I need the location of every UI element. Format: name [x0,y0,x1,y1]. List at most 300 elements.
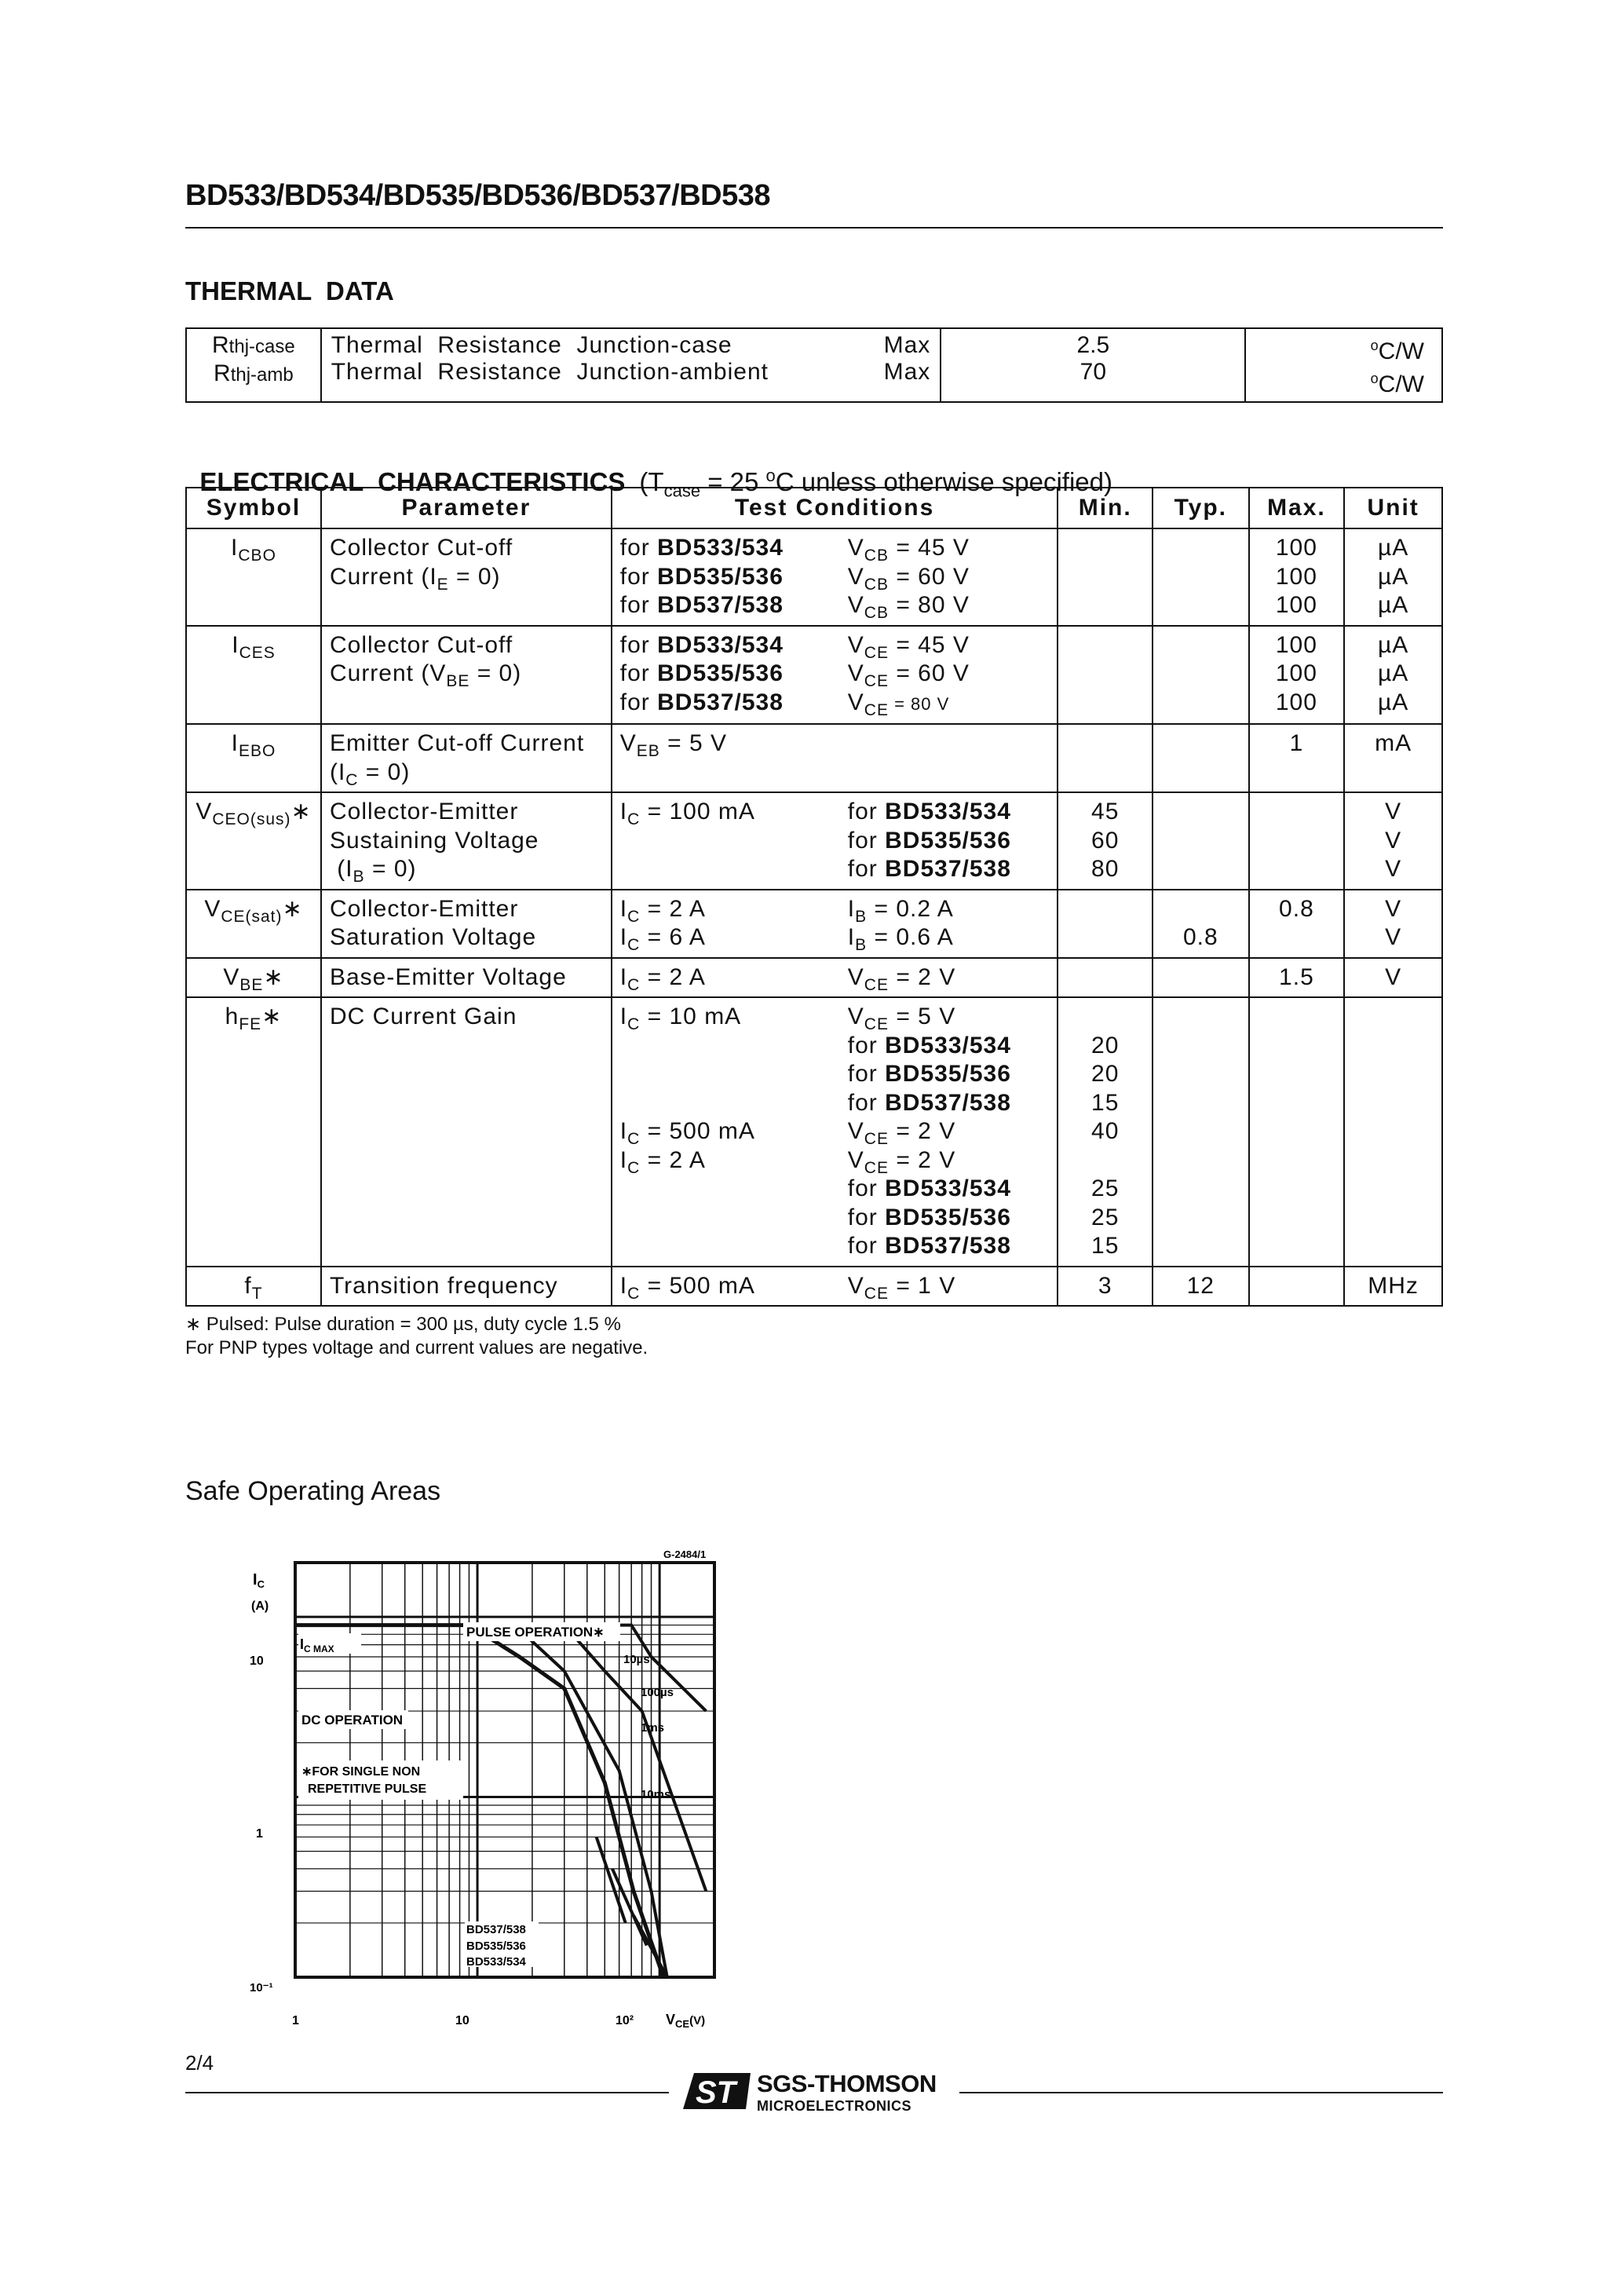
ices-cond-1 [620,660,1050,689]
icbo-vsub-2: CB [864,604,889,622]
vcesat-min [1058,890,1153,958]
vceo-param2: Sustaining Voltage [329,827,539,854]
vceo-unit [1344,792,1442,890]
hfe-max [1249,997,1345,1267]
icbo-unit-1: µA [1377,563,1409,590]
document-title: BD533/BD534/BD535/BD536/BD537/BD538 [185,179,771,212]
hfe-sym-sub: FE [239,1015,262,1033]
rth-case-symbol: R [212,332,229,358]
part-label-533: BD533/534 [466,1955,526,1969]
icbo-v-1: V [847,563,864,590]
vcesat-param1: Collector-Emitter [329,895,519,922]
vceo-typ [1153,792,1249,890]
hfe-min [1058,997,1153,1267]
vcesat-ibsub-1: B [855,936,868,954]
ices-for-2: for [619,689,658,715]
hfe-vsub-1: CE [864,1015,889,1033]
vceo-unit-1: V [1385,827,1402,854]
table-row-vcesat [186,890,1442,958]
ices-part-2: BD537/538 [657,689,784,715]
vbe-vval: = 2 V [888,963,956,990]
note-open: (T [639,467,664,496]
vcesat-ibsub-0: B [855,907,868,926]
vceo-sym: V [195,799,213,824]
vceo-sym-sub: CEO(sus) [212,810,291,828]
hfe-min-b: 40 [1091,1118,1120,1144]
rth-case-param: Thermal Resistance Junction-case [331,332,732,358]
part-label-537: BD537/538 [466,1923,526,1936]
iebo-param2-sub: C [345,770,359,789]
rth-amb-qualifier: Max [883,359,931,385]
hfe-for-a2: for [847,1089,886,1116]
table-row-iebo [186,724,1442,792]
brand-name: SGS-THOMSON [757,2070,937,2097]
note-mid: = 25 [700,467,766,496]
vcesat-isub-0: C [627,907,641,926]
vbe-i: I [619,963,628,990]
icbo-conditions [612,528,1058,626]
vcesat-isub-1: C [627,936,641,954]
label-100us: 100µs [641,1686,674,1699]
y-tick-10: 10 [250,1654,264,1668]
rth-case-unit-sup: o [1370,338,1379,353]
ices-param2a: Current (V [329,660,447,686]
y-axis-label-main: I [253,1571,258,1589]
hfe-cond-6 [620,1175,1050,1204]
hfe-isub-1: C [627,1015,641,1033]
vceo-cond-i: I [619,799,628,824]
icbo-cond-2 [620,591,1050,620]
icbo-v-0: V [847,535,864,561]
icbo-for-1: for [619,563,658,590]
ices-min [1058,626,1153,725]
hfe-vval3: = 2 V [888,1146,956,1173]
vceo-cond-0 [620,798,1050,827]
icbo-max [1249,528,1345,626]
hfe-conditions [612,997,1058,1267]
ft-v: V [847,1272,864,1299]
chart-title: Safe Operating Areas [185,1476,441,1506]
vceo-param3-sub: B [353,868,365,886]
ft-min: 3 [1058,1267,1153,1307]
iebo-typ [1153,724,1249,792]
footer-rule-right [959,2092,1443,2093]
ft-vsub: CE [864,1284,889,1303]
hfe-min-c1: 25 [1091,1204,1120,1230]
ft-parameter: Transition frequency [321,1267,612,1307]
icbo-vsub-0: CB [864,547,889,565]
ices-param2-sub: BE [446,672,470,690]
vceo-parameter [321,792,612,890]
ices-symbol [186,626,321,725]
hfe-part-a1: BD535/536 [885,1061,1011,1087]
hfe-parameter: DC Current Gain [321,997,612,1267]
hfe-cond-1 [620,1032,1050,1061]
x-tick-10: 10 [455,2014,469,2027]
icbo-volt-2: = 80 V [888,592,970,618]
ices-unit-2: µA [1377,689,1409,715]
icbo-max-1: 100 [1275,563,1317,590]
col-min: Min. [1058,488,1153,528]
icbo-part-0: BD533/534 [657,535,784,561]
hfe-vval1: = 5 V [888,1004,956,1029]
x-axis-label-main: V [666,2012,676,2027]
ices-part-0: BD533/534 [657,631,784,658]
thermal-units [1245,328,1442,402]
hfe-min-a0: 20 [1091,1032,1120,1058]
vbe-ival: = 2 A [640,963,706,990]
icbo-symbol [186,528,321,626]
hfe-part-c0: BD533/534 [885,1175,1011,1201]
vbe-parameter: Base-Emitter Voltage [321,958,612,998]
ft-i: I [619,1272,628,1299]
x-axis-label [666,2012,705,2030]
thermal-symbols [186,328,321,402]
iebo-max: 1 [1249,724,1345,792]
vbe-star: ∗ [263,963,284,990]
vcesat-max-value: 0.8 [1279,895,1314,922]
hfe-isub-3: C [627,1158,641,1177]
rth-amb-unit-sup: o [1370,371,1379,386]
ft-sym-sub: T [251,1284,263,1303]
col-max: Max. [1249,488,1345,528]
vceo-unit-2: V [1385,856,1402,882]
part-label-535: BD535/536 [466,1940,526,1953]
col-typ: Typ. [1153,488,1249,528]
hfe-part-a0: BD533/534 [885,1032,1011,1058]
ft-max [1249,1267,1345,1307]
iebo-param1: Emitter Cut-off Current [329,730,585,756]
rth-amb-sub: thj-amb [230,364,294,386]
vceo-cond-isub: C [627,810,641,828]
hfe-for-c0: for [847,1175,886,1201]
vceo-param3a: (I [329,856,353,882]
vcesat-unit [1344,890,1442,958]
ices-typ [1153,626,1249,725]
icbo-part-2: BD537/538 [657,592,784,618]
dc-operation-label: DC OPERATION [301,1713,404,1727]
vbe-isub: C [627,975,641,994]
icmax-sub: C MAX [304,1643,334,1654]
vcesat-ib-0: I [847,895,856,922]
vcesat-star: ∗ [282,895,303,922]
icbo-unit-2: µA [1377,592,1409,618]
icbo-unit-0: µA [1377,535,1409,561]
hfe-cond-3 [620,1089,1050,1118]
rth-case-qualifier: Max [883,332,931,358]
icbo-volt-1: = 60 V [888,563,970,590]
footer-rule-left [185,2092,669,2093]
vcesat-i-1: I [619,924,628,950]
soa-chart [236,1547,746,2049]
single-pulse-label-1: ∗FOR SINGLE NON [301,1765,421,1779]
ft-ival: = 500 mA [640,1272,755,1299]
icbo-vsub-1: CB [864,575,889,594]
ices-v-2: V [847,689,864,715]
ices-max-1: 100 [1275,660,1317,686]
ices-unit-1: µA [1377,660,1409,686]
ices-vsub-0: CE [864,643,889,662]
icbo-unit [1344,528,1442,626]
iebo-param2a: (I [329,759,346,785]
x-axis-label-sub: CE [675,2018,690,2030]
hfe-vval2: = 2 V [888,1118,956,1144]
hfe-vsub-3: CE [864,1158,889,1177]
iebo-cond-val: = 5 V [659,730,728,756]
hfe-sym: h [225,1004,239,1029]
iebo-param2b: = 0) [358,759,411,785]
icbo-typ [1153,528,1249,626]
title-rule [185,227,1443,229]
page-number: 2/4 [185,2051,214,2075]
footnote-pnp: For PNP types voltage and current values are negative. [185,1337,648,1358]
iebo-cond-v: V [619,730,637,756]
ices-param2b: = 0) [469,660,522,686]
vceo-star: ∗ [290,799,312,824]
vceo-cond-1 [620,827,1050,856]
iebo-min [1058,724,1153,792]
iebo-symbol [186,724,321,792]
vcesat-param2: Saturation Voltage [329,924,537,950]
thermal-values [941,328,1245,402]
col-parameter: Parameter [321,488,612,528]
vceo-conditions [612,792,1058,890]
pulse-operation-label: PULSE OPERATION∗ [466,1625,605,1640]
vbe-v: V [847,963,864,990]
note-sup: o [765,466,776,485]
icbo-for-0: for [619,535,658,561]
vcesat-unit-1: V [1385,924,1402,950]
table-row-icbo [186,528,1442,626]
vbe-conditions [612,958,1058,998]
hfe-part-c2: BD537/538 [885,1233,1011,1259]
note-end: C unless otherwise specified) [775,467,1112,496]
brand-subtitle: MICROELECTRONICS [757,2098,911,2114]
hfe-star: ∗ [261,1004,283,1029]
ices-part-1: BD535/536 [657,660,784,686]
hfe-ival1: = 10 mA [640,1004,742,1029]
vceo-param3 [330,855,603,884]
ft-symbol [186,1267,321,1307]
vcesat-typ [1153,890,1249,958]
hfe-for-a0: for [847,1032,886,1058]
iebo-parameter [321,724,612,792]
hfe-part-c1: BD535/536 [885,1204,1011,1230]
y-axis-label [253,1571,265,1590]
iebo-param2 [330,759,603,788]
vcesat-ib-1: I [847,924,856,950]
rth-case-unit: C/W [1378,338,1424,364]
vcesat-ibval-0: = 0.2 A [867,895,954,922]
ices-v-1: V [847,660,864,686]
thermal-heading: THERMAL DATA [185,276,394,305]
icbo-max-2: 100 [1275,592,1317,618]
thermal-params [321,328,941,402]
vcesat-sym-sub: CE(sat) [221,907,283,926]
x-axis-label-unit: (V) [689,2014,706,2027]
icbo-min [1058,528,1153,626]
ices-for-1: for [619,660,658,686]
rth-amb-unit: C/W [1378,371,1424,397]
vcesat-symbol [186,890,321,958]
vceo-min-2: 80 [1091,856,1120,882]
table-row-vceo [186,792,1442,890]
label-1ms: 1ms [641,1721,665,1735]
table-row-hfe [186,997,1442,1267]
hfe-vsub-2: CE [864,1130,889,1148]
y-tick-1: 1 [256,1827,263,1841]
ices-vsub-1: CE [864,672,889,690]
vceo-for-2: for [847,856,886,882]
hfe-cond-7 [620,1204,1050,1233]
vbe-unit: V [1344,958,1442,998]
vceo-symbol [186,792,321,890]
y-axis-unit: (A) [251,1600,269,1613]
hfe-cond-5 [620,1146,1050,1175]
electrical-heading-text: ELECTRICAL CHARACTERISTICS [199,467,626,496]
hfe-part-a2: BD537/538 [885,1089,1011,1116]
vbe-sym: V [223,963,240,990]
ft-conditions [612,1267,1058,1307]
hfe-for-c2: for [847,1233,886,1259]
vcesat-conditions [612,890,1058,958]
figure-code: G-2484/1 [663,1548,707,1560]
vbe-vsub: CE [864,975,889,994]
hfe-v-3: V [847,1146,864,1173]
col-test-conditions: Test Conditions [612,488,1058,528]
icbo-param2-sub: E [437,575,449,594]
ices-param1: Collector Cut-off [329,631,513,658]
thermal-table [185,327,1443,403]
rth-amb-param: Thermal Resistance Junction-ambient [331,359,769,385]
ices-max-2: 100 [1275,689,1317,715]
icbo-cond-1 [620,563,1050,592]
ices-cond-0 [620,631,1050,660]
vbe-symbol [186,958,321,998]
vcesat-max [1249,890,1345,958]
footnote-pulsed: ∗ Pulsed: Pulse duration = 300 µs, duty cycle 1.5 % [185,1314,621,1335]
ices-max [1249,626,1345,725]
icbo-param1: Collector Cut-off [329,535,513,561]
hfe-unit [1344,997,1442,1267]
vceo-min-1: 60 [1091,827,1120,854]
ices-volt-1: = 60 V [888,660,970,686]
vceo-part-2: BD537/538 [885,856,1011,882]
icbo-sym-sub: CBO [238,547,276,565]
ft-vval: = 1 V [888,1272,956,1299]
table-header-row [186,488,1442,528]
vceo-min [1058,792,1153,890]
hfe-cond-4 [620,1117,1050,1146]
hfe-min-c2: 15 [1091,1233,1120,1259]
vcesat-parameter [321,890,612,958]
hfe-for-a1: for [847,1061,886,1087]
vbe-min [1058,958,1153,998]
ft-isub: C [627,1284,641,1303]
hfe-cond-0 [620,1003,1050,1032]
ft-unit: MHz [1344,1267,1442,1307]
icbo-param2a: Current (I [329,563,437,590]
vceo-part-1: BD535/536 [885,827,1011,854]
st-logo-icon [683,2071,751,2111]
table-row-ft [186,1267,1442,1307]
hfe-v-2: V [847,1118,864,1144]
vceo-unit-0: V [1385,799,1402,824]
hfe-cond-2 [620,1060,1050,1089]
ices-max-0: 100 [1275,631,1317,658]
ft-sym: f [244,1272,252,1299]
hfe-symbol [186,997,321,1267]
table-row-vbe [186,958,1442,998]
ices-parameter [321,626,612,725]
label-10us: 10µs [623,1653,650,1666]
hfe-i-3: I [619,1146,628,1173]
ices-volt-0: = 45 V [888,631,970,658]
hfe-min-c0: 25 [1091,1175,1120,1201]
vcesat-unit-0: V [1385,895,1402,922]
y-axis-label-sub: C [257,1578,265,1590]
iebo-cond-sub: EB [636,742,660,760]
ices-conditions [612,626,1058,725]
vceo-cond-2 [620,855,1050,884]
vcesat-typ-value: 0.8 [1182,924,1218,950]
vceo-for-0: for [847,799,886,824]
ices-volt-2: = 80 V [888,693,950,714]
iebo-unit: mA [1344,724,1442,792]
st-logo [683,2071,751,2111]
hfe-i-2: I [619,1118,628,1144]
rth-case-value: 2.5 [1076,332,1110,358]
hfe-min-a2: 15 [1091,1089,1120,1116]
vcesat-sym: V [204,895,221,922]
label-10ms: 10ms [641,1788,671,1801]
vbe-max: 1.5 [1249,958,1345,998]
icbo-v-2: V [847,592,864,618]
col-unit: Unit [1344,488,1442,528]
vceo-param3b: = 0) [364,856,417,882]
vcesat-ival-0: = 2 A [640,895,706,922]
rth-amb-symbol: R [214,360,231,386]
ices-param2 [330,660,603,689]
hfe-i-1: I [619,1004,628,1029]
vceo-part-0: BD533/534 [885,799,1011,824]
vceo-for-1: for [847,827,886,854]
icbo-param2b: = 0) [448,563,501,590]
vceo-cond-ival: = 100 mA [640,799,755,824]
hfe-min-a1: 20 [1091,1061,1120,1087]
vceo-min-0: 45 [1091,799,1120,824]
col-symbol: Symbol [186,488,321,528]
st-logo-text: ST [696,2075,736,2110]
hfe-cond-8 [620,1232,1050,1261]
icbo-parameter [321,528,612,626]
ices-unit [1344,626,1442,725]
vbe-sym-sub: BE [239,975,264,994]
vceo-param1: Collector-Emitter [329,799,519,824]
icbo-volt-0: = 45 V [888,535,970,561]
thermal-rows [186,328,1442,402]
icbo-part-1: BD535/536 [657,563,784,590]
icbo-sym: I [231,535,239,561]
icbo-param2 [330,563,603,592]
ices-for-0: for [619,631,658,658]
ices-vsub-2: CE [864,700,889,719]
icbo-max-0: 100 [1275,535,1317,561]
vcesat-ival-1: = 6 A [640,924,706,950]
ices-cond-2 [620,689,1050,719]
vcesat-i-0: I [619,895,628,922]
rth-amb-value: 70 [1080,359,1107,385]
